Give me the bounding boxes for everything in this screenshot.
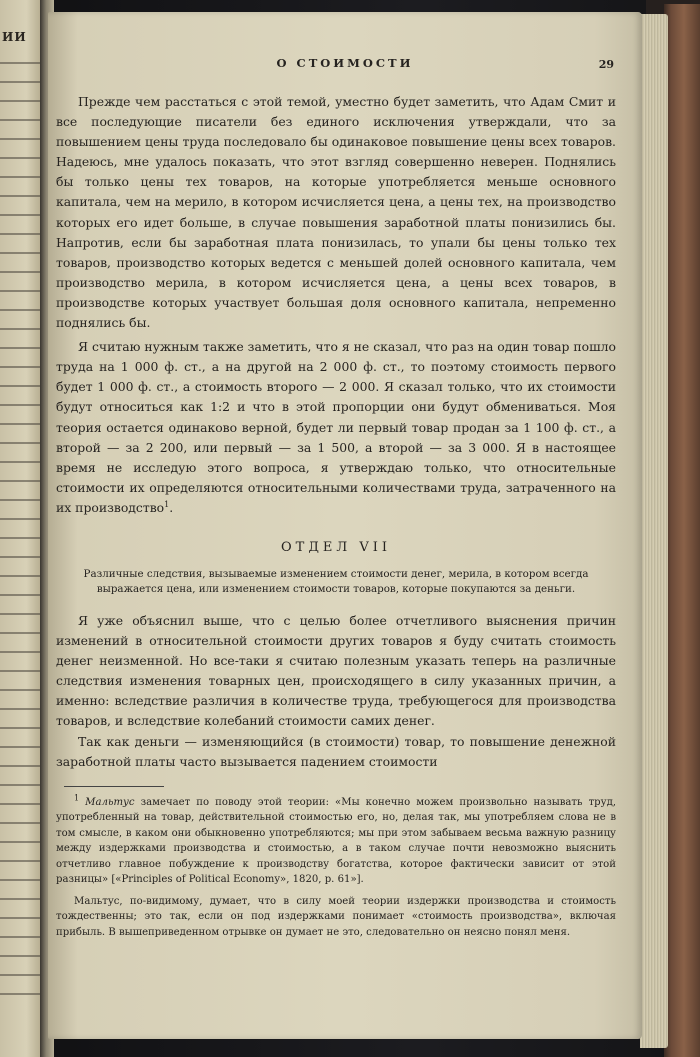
left-page-text-lines	[0, 62, 42, 1012]
page-body	[56, 92, 616, 940]
paragraph: Так как деньги — изменяющийся (в стоимости) товар, то повышение денежной заработной платы часто вызывается падением стоимости	[56, 733, 616, 769]
footnote	[56, 795, 616, 888]
page-edge-stack	[640, 14, 668, 1048]
footnote-rule	[64, 786, 164, 787]
book-page	[48, 12, 642, 1039]
book-cover-edge	[664, 4, 700, 1057]
footnote-ref: 1	[164, 499, 170, 509]
footnote-marker: 1	[74, 793, 80, 803]
paragraph: Прежде чем расстаться с этой темой, уместно будет заметить, что Адам Смит и все последующие писатели без единого исключения утверждали, что за повышением цены труда последовало бы одинаковое повышение цены всех товаров. Надеюсь, мне удалось показать, что этот взгляд совершенно неверен. Поднялись бы только цены тех товаров, на которые употребляется меньше основного капитала, чем на мерило, в котором исчисляется цена, а цены тех, на производство которых его идет больше, в случае повышения заработной платы понизились бы. Напротив, если бы заработная плата понизилась, то упали бы цены только тех товаров, производство которых ведется с меньшей долей основного капитала, чем производство мерила, в котором исчисляется цена, а цены всех товаров, в производстве которых участвует большая доля основного капитала, непременно поднялись бы.	[56, 94, 616, 331]
footnote-author: Мальтус	[85, 796, 135, 808]
paragraph: Я считаю нужным также заметить, что я не сказал, что раз на один товар пошло труда на 1 000 ф. ст., а на другой на 2 000 ф. ст., то поэтому стоимость первого будет 1 000 ф. ст., а стоимость второго — 2 000. Я сказал только, что их стоимости будут относиться как 1:2 и что в этой пропорции они будут обмениваться. Моя теория остается одинаково верной, будет ли первый товар продан за 1 100 ф. ст., а второй — за 2 200, или первый — за 1 500, а второй — за 3 000. Я в настоящее время не исследую этого вопроса, я утверждаю только, что относительные стоимости их определяются относительными количествами труда, затраченного на их производство$^1$.	[56, 339, 616, 515]
footnote-continuation: Мальтус, по-видимому, думает, что в силу моей теории издержки производства и стоимость тождественны; это так, если он под издержками понимает «стоимость производства», включая прибыль. В вышеприведенном отрывке он думает не это, следовательно он неясно понял меня.	[56, 895, 616, 938]
left-page-edge	[0, 0, 44, 1057]
section-title: ОТДЕЛ VII	[280, 539, 392, 555]
paragraph: Я уже объяснил выше, что с целью более отчетливого выяснения причин изменений в относительной стоимости других товаров я буду считать стоимость денег неизменной. Но все-таки я считаю полезным указать теперь на различные следствия изменения товарных цен, происходящего в силу указанных причин, а именно: вследствие различия в количестве труда, требующегося для производства товаров, и вследствие колебаний стоимости самих денег.	[56, 612, 616, 729]
page-number: 29	[598, 58, 614, 71]
section-subtitle: Различные следствия, вызываемые изменением стоимости денег, мерила, в котором всегда выражается цена, или изменением стоимости товаров, которые покупаются за деньги.	[83, 567, 589, 595]
paragraph-text: Я считаю нужным также заметить, что я не сказал, что раз на один товар пошло труда на 1 000 ф. ст., а на другой на 2 000 ф. ст., то поэтому стоимость первого будет 1 000 ф. ст., а стоимость второго — 2 000. Я сказал только, что их стоимости будут относиться как 1:2 и что в этой пропорции они будут обмениваться. Моя теория остается одинаково верной, будет ли первый товар продан за 1 100 ф. ст., а второй — за 2 200, или первый — за 1 500, а второй — за 3 000. Я в настоящее время не исследую этого вопроса, я утверждаю только, что относительные стоимости их определяются относительными количествами труда, затраченного на их производство	[56, 339, 616, 515]
left-page-running-head: ИИ	[2, 30, 27, 44]
footnote-text: замечает по поводу этой теории: «Мы конечно можем произвольно называть труд, употребленный на товар, действительной стоимостью его, но, делая так, мы употребляем слова не в том смысле, в каком они обыкновенно употребляются; мы при этом забываем весьма важную разницу между издержками производства и стоимостью, а в таком случае почти невозможно выяснить отчетливо главное побуждение к производству богатства, которое фактически зависит от этой разницы» [«Principles of Political Economy», 1820, p. 61»].	[56, 796, 616, 886]
running-head: О СТОИМОСТИ	[276, 56, 414, 70]
